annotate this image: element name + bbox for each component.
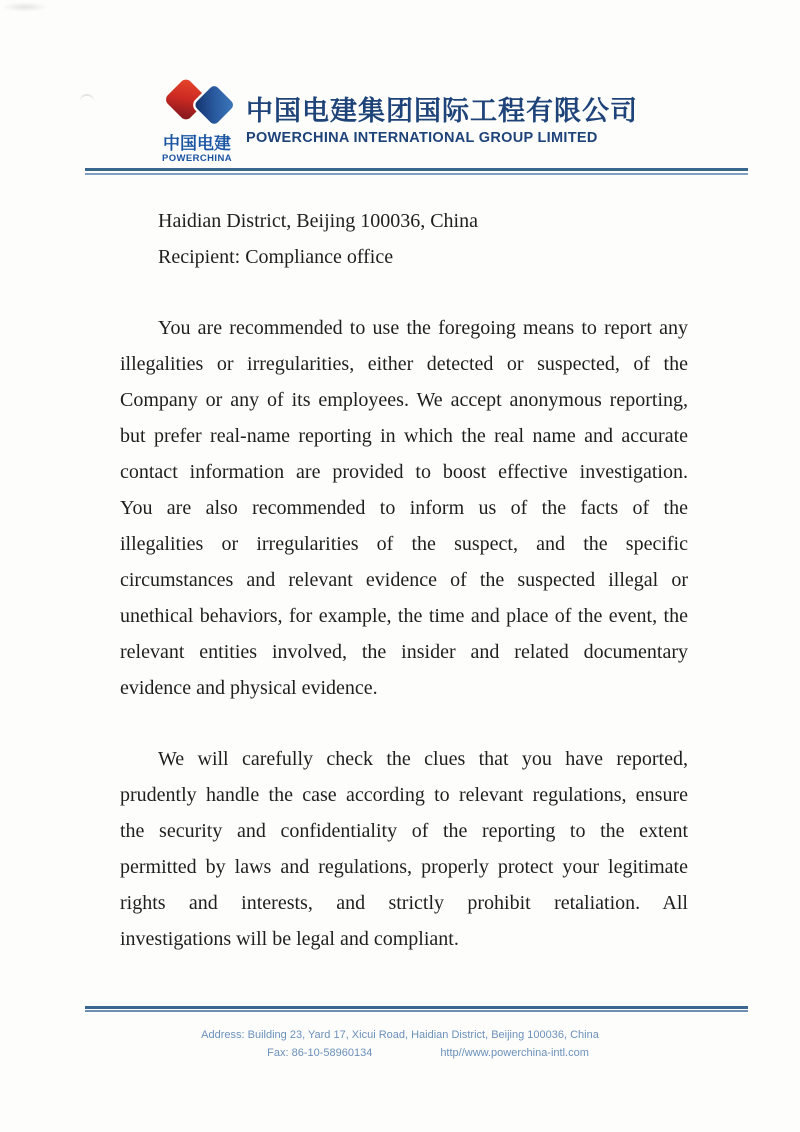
paragraph [120, 310, 688, 706]
paragraph-line: contact information are provided to boost effective investigation. [120, 461, 688, 483]
company-title-cn: 中国电建集团国际工程有限公司 [246, 96, 638, 126]
letterhead-title-block [246, 97, 656, 147]
paragraph-line: illegalities or irregularities of the suspect, and the specific [120, 533, 688, 555]
paragraph-line: rights and interests, and strictly prohibit retaliation. All [120, 892, 688, 914]
address-block [158, 203, 698, 275]
paragraph-line: illegalities or irregularities, either detected or suspected, of the [120, 353, 688, 375]
powerchina-logo-icon [160, 76, 242, 133]
paragraph-line: permitted by laws and regulations, properly protect your legitimate [120, 856, 688, 878]
scan-smudge [80, 94, 94, 108]
paragraph-line: You are recommended to use the foregoing means to report any [158, 317, 688, 339]
paragraph-line: circumstances and relevant evidence of the suspected illegal or [120, 569, 688, 591]
address-line: Haidian District, Beijing 100036, China [158, 210, 478, 232]
paragraph-line: We will carefully check the clues that you have reported, [158, 748, 688, 770]
header-rule-thin-line [85, 173, 748, 175]
paragraph [120, 741, 688, 957]
company-logo-block [138, 76, 256, 164]
footer-rule-thin-line [85, 1010, 748, 1012]
paragraph-line: unethical behaviors, for example, the time and place of the event, the [120, 605, 688, 627]
paragraph-line: prudently handle the case according to relevant regulations, ensure [120, 784, 688, 806]
footer-fax: Fax: 86-10-58960134 [267, 1047, 373, 1059]
company-title-en: POWERCHINA INTERNATIONAL GROUP LIMITED [246, 130, 598, 146]
letter-paragraphs [120, 310, 688, 957]
footer-contact-line [28, 1047, 800, 1060]
paragraph-line: investigations will be legal and compliant. [120, 928, 459, 950]
logo-company-name-cn: 中国电建 [163, 134, 231, 153]
paragraph-line: the security and confidentiality of the reporting to the extent [120, 820, 688, 842]
paragraph-line: relevant entities involved, the insider and related documentary [120, 641, 688, 663]
paragraph-line: You are also recommended to inform us of the facts of the [120, 497, 688, 519]
scan-smudge [2, 2, 48, 12]
paragraph-line: but prefer real-name reporting in which the real name and accurate [120, 425, 688, 447]
letter-body [120, 310, 688, 992]
logo-company-name-en: POWERCHINA [162, 153, 232, 164]
paragraph-line: Company or any of its employees. We accept anonymous reporting, [120, 389, 688, 411]
footer-rule [85, 1006, 748, 1012]
recipient-line: Recipient: Compliance office [158, 246, 394, 268]
header-rule [85, 168, 748, 175]
footer-address-line: Address: Building 23, Yard 17, Xicui Road, Haidian District, Beijing 100036, China [201, 1029, 599, 1041]
footer-website: http//www.powerchina-intl.com [440, 1047, 589, 1059]
paragraph-line: evidence and physical evidence. [120, 677, 378, 699]
